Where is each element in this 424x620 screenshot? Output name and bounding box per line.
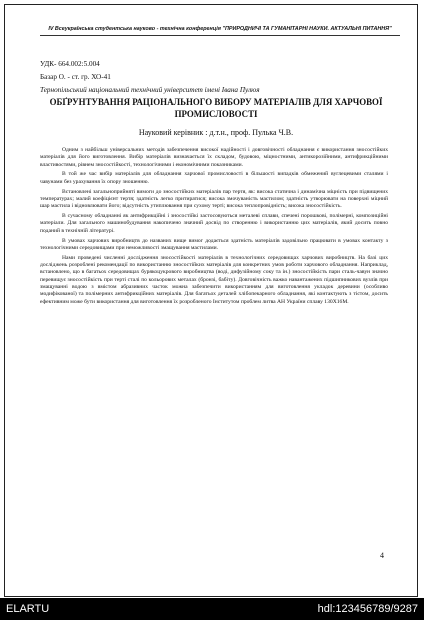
handle-id: hdl:123456789/9287 <box>317 603 418 615</box>
repository-name: ELARTU <box>6 603 50 615</box>
author-line: Базар О. - ст. гр. ХО-41 <box>40 73 111 81</box>
udc-code: УДК- 664.002:5.004 <box>40 60 100 68</box>
supervisor-line: Науковий керівник : д.т.н., проф. Пулька Ч.В. <box>138 128 294 137</box>
affiliation: Тернопільський національний технічний університет імені Івана Пулюя <box>40 86 260 94</box>
paragraph: В той же час вибір матеріалів для обладнання харчової промисловості в більшості випадків обмежений вуглецевими сталями і чавунами без урахування їх опору зношенню. <box>40 171 388 185</box>
paragraph: В сучасному обладнанні як антифрикційні і зносостійкі застосовуються металеві сплави, спечені порошкові, полімерні, композиційні матеріали. Для загального машинобудування накопичено значний досвід по створенню і використанню цих матеріалів, який досить повно поданий в технічній літературі. <box>40 213 388 234</box>
paragraph: В умовах харчових виробництв до названих вище вимог додається здатність матеріалів задовільно працювати в умовах контакту з технологічними середовищами при неможливості змащування мастилами. <box>40 237 388 251</box>
paragraph: Встановлені загальноприйняті вимоги до зносостійких матеріалів пар тертя, як: висока статична і динамічна міцність при підвищених температурах; малий коефіцієнт тертя; здатність легко притиратися; висока змочуваність мастилом; здатність утворювати на поверхні міцний шар мастила і відновлювати його; відсутність утиплювання при сухому терті; висока теплопровідність; висока зносостійкість. <box>40 188 388 210</box>
article-body <box>40 147 388 309</box>
article-meta <box>40 58 260 97</box>
repository-footer <box>0 598 424 620</box>
conference-header: IV Всеукраїнська студентська науково - технічна конференція "ПРИРОДНИЧІ ТА ГУМАНІТАРНІ НАУКИ. АКТУАЛЬНІ ПИТАННЯ" <box>40 26 400 36</box>
paragraph: Нами проведені численні дослідження зносостійкості матеріалів в технологічних середовищах харчових виробництв. На базі цих досліджень розроблені рекомендації по використанню зносостійких матеріалів для конкретних умов роботи харчового обладнання. Наприклад, встановлено, що в багатьох середовищах бурякоцукрового виробництва (воді, дифузійному соку та ін.) зносостійкість пари сталь-чавун значно перевищує зносостійкість при терті сталі по кольорових металах (бронзі, бабіту). Довговічність важко навантажених підшипникових вузлів при змащуванні водою з вмістом абразивних часток можна забезпечити використанням для виготовлення укладок деревини (особливо модифікованої) та полімерних антифрикційних матеріалів. Для багатьох деталей хлібопекарного обладнання, які контактують з тістом, досить ефективним може бути використання для виготовлення їх розробленого Інститутом проблем литва АН України сплаву 130Х16М. <box>40 254 388 305</box>
article-title: ОБҐРУНТУВАННЯ РАЦІОНАЛЬНОГО ВИБОРУ МАТЕРІАЛІВ ДЛЯ ХАРЧОВОЇ ПРОМИСЛОВОСТІ <box>49 97 383 119</box>
paragraph: Одним з найбільш універсальних методів забезпечення високої надійності і довговічності обладнання є використання зносостійких матеріалів для його виготовлення. Вибір матеріалів визначається їх складом, будовою, міцностними, антикорозійними, антифрикційними властивостями, рівнем зносостійкості, технологічними і економічними показниками. <box>40 147 388 168</box>
page-number: 4 <box>380 551 384 560</box>
